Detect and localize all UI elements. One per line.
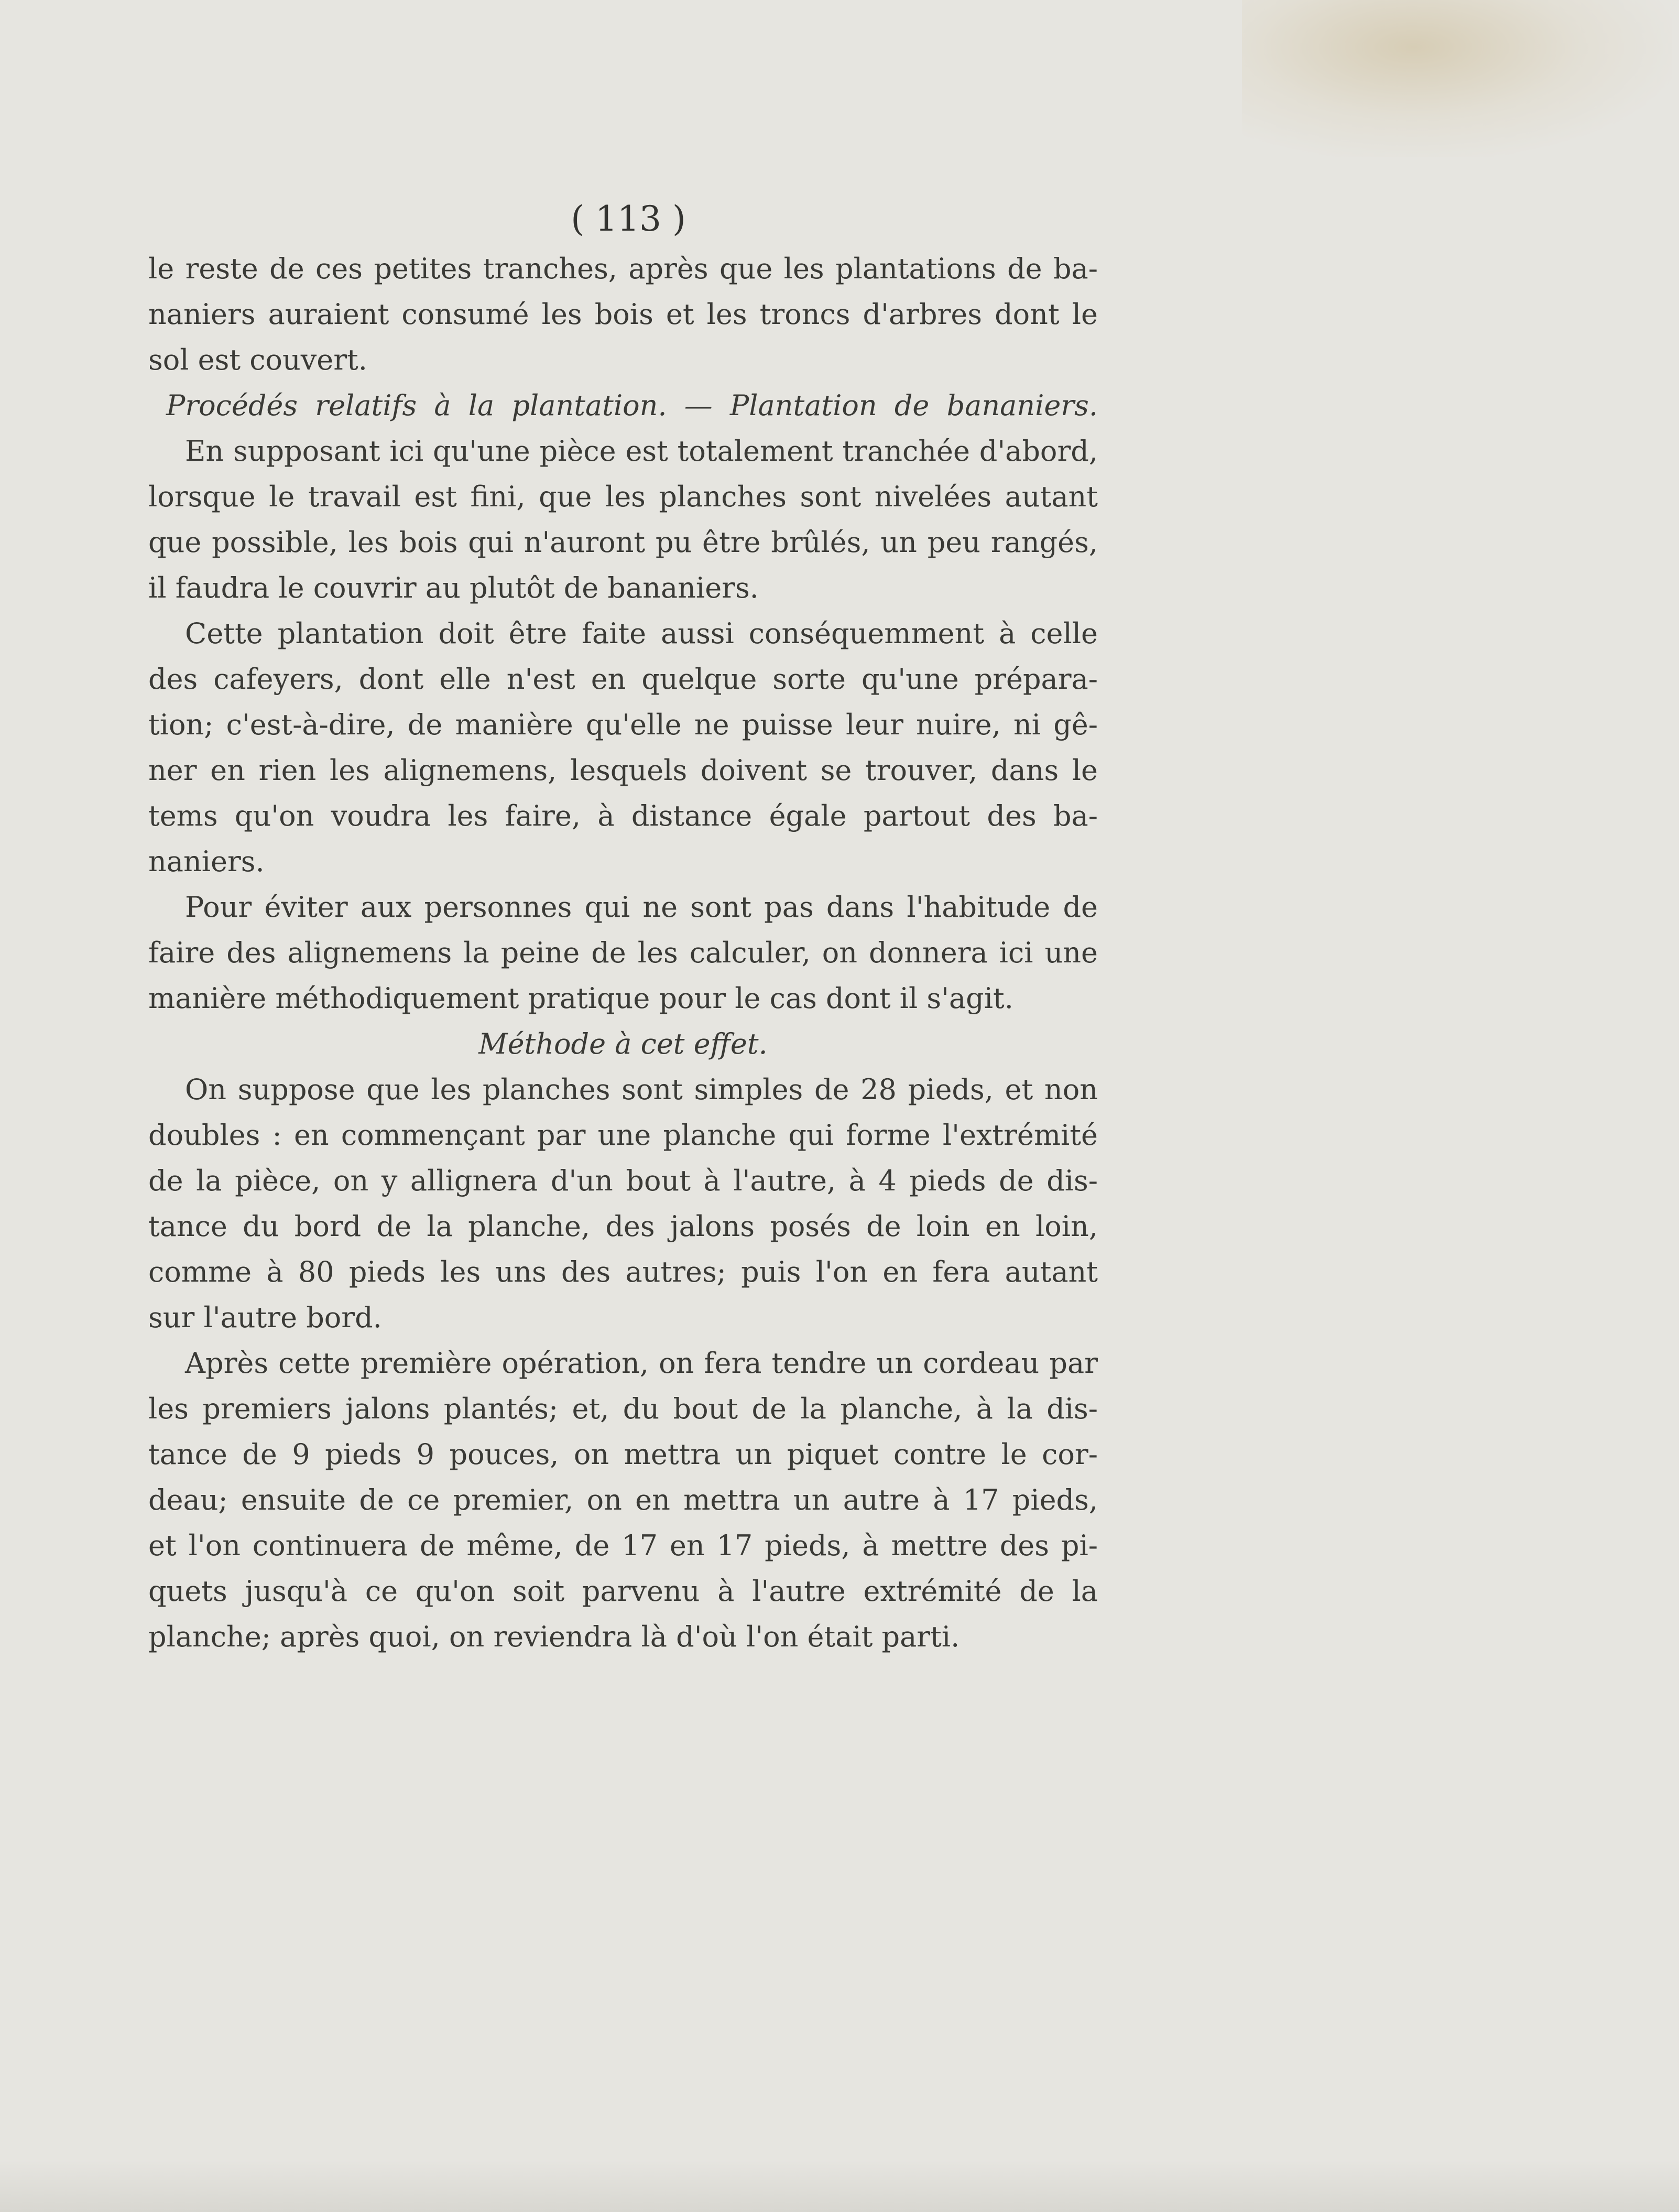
text-line: Pour éviter aux personnes qui ne sont pas dans l'habitude de xyxy=(185,891,1098,924)
text-line: naniers. xyxy=(148,845,265,878)
text-line: le reste de ces petites tranches, après que les plantations de ba- xyxy=(148,252,1098,285)
text-line: manière méthodiquement pratique pour le cas dont il s'agit. xyxy=(148,982,1013,1015)
text-line: Cette plantation doit être faite aussi conséquemment à celle xyxy=(185,617,1098,650)
text-line: faire des alignemens la peine de les calculer, on donnera ici une xyxy=(148,936,1098,969)
page-number: ( 113 ) xyxy=(571,199,686,239)
text-line: En supposant ici qu'une pièce est totalement tranchée d'abord, xyxy=(185,435,1098,468)
text-line: lorsque le travail est fini, que les planches sont nivelées autant xyxy=(148,480,1098,513)
text-line: On suppose que les planches sont simples de 28 pieds, et non xyxy=(185,1073,1098,1106)
text-block xyxy=(148,199,1098,1660)
paragraph xyxy=(148,428,1098,611)
section-heading: Procédés relatifs à la plantation. — Plantation de bananiers. xyxy=(166,389,1098,422)
text-line: tems qu'on voudra les faire, à distance égale partout des ba- xyxy=(148,799,1098,832)
text-line: des cafeyers, dont elle n'est en quelque sorte qu'une prépara- xyxy=(148,663,1098,696)
text-line: deau; ensuite de ce premier, on en mettra un autre à 17 pieds, xyxy=(148,1483,1098,1516)
text-line: comme à 80 pieds les uns des autres; puis l'on en fera autant xyxy=(148,1255,1098,1288)
text-line: tion; c'est-à-dire, de manière qu'elle ne puisse leur nuire, ni gê- xyxy=(148,708,1098,741)
text-line: naniers auraient consumé les bois et les troncs d'arbres dont le xyxy=(148,298,1098,331)
text-line: les premiers jalons plantés; et, du bout de la planche, à la dis- xyxy=(148,1392,1098,1425)
text-line: de la pièce, on y allignera d'un bout à l'autre, à 4 pieds de dis- xyxy=(148,1164,1098,1197)
text-line: Après cette première opération, on fera tendre un cordeau par xyxy=(185,1347,1098,1380)
section-heading: Méthode à cet effet. xyxy=(478,1027,768,1060)
text-line: et l'on continuera de même, de 17 en 17 pieds, à mettre des pi- xyxy=(148,1529,1098,1562)
paragraph xyxy=(148,1340,1098,1660)
paragraph xyxy=(148,1067,1098,1340)
text-line: planche; après quoi, on reviendra là d'où l'on était parti. xyxy=(148,1620,960,1653)
text-line: sur l'autre bord. xyxy=(148,1301,382,1334)
text-line: quets jusqu'à ce qu'on soit parvenu à l'autre extrémité de la xyxy=(148,1575,1098,1608)
text-line: ner en rien les alignemens, lesquels doivent se trouver, dans le xyxy=(148,754,1098,787)
text-line: doubles : en commençant par une planche qui forme l'extrémité xyxy=(148,1119,1098,1152)
text-line: tance du bord de la planche, des jalons posés de loin en loin, xyxy=(148,1210,1098,1243)
page-edge-shadow xyxy=(0,2160,1679,2212)
text-line: que possible, les bois qui n'auront pu être brûlés, un peu rangés, xyxy=(148,526,1098,559)
text-line: sol est couvert. xyxy=(148,343,367,376)
text-line: il faudra le couvrir au plutôt de bananiers. xyxy=(148,571,759,604)
paragraph xyxy=(148,246,1098,383)
text-line: tance de 9 pieds 9 pouces, on mettra un piquet contre le cor- xyxy=(148,1438,1098,1471)
paragraph xyxy=(148,611,1098,884)
paragraph xyxy=(148,884,1098,1021)
paper-stain xyxy=(1242,0,1672,157)
